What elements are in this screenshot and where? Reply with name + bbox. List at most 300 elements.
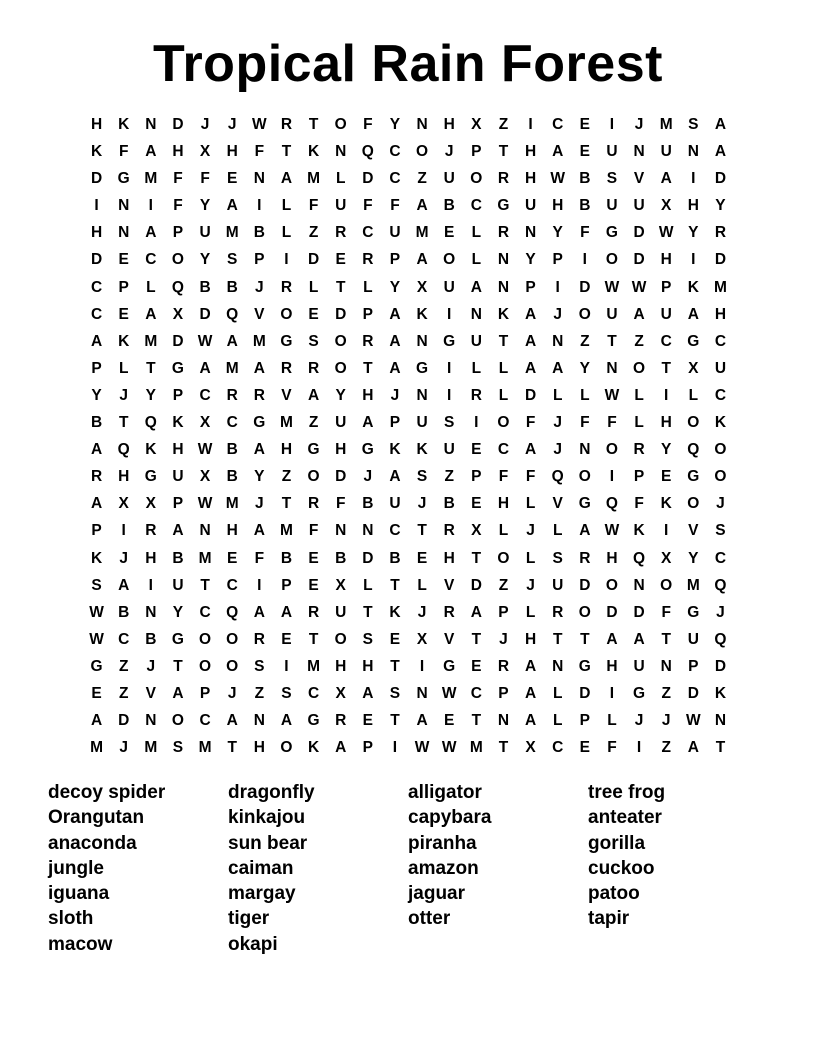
grid-cell[interactable]: T bbox=[227, 739, 237, 757]
grid-cell[interactable]: A bbox=[524, 684, 537, 702]
grid-cell[interactable]: E bbox=[118, 305, 129, 323]
grid-cell[interactable]: D bbox=[633, 224, 645, 242]
grid-cell[interactable]: N bbox=[362, 522, 374, 540]
grid-cell[interactable]: Y bbox=[661, 441, 672, 459]
grid-cell[interactable]: A bbox=[253, 522, 265, 540]
grid-cell[interactable]: P bbox=[688, 657, 699, 675]
grid-cell[interactable]: T bbox=[200, 576, 210, 594]
grid-cell[interactable]: F bbox=[580, 414, 590, 432]
grid-cell[interactable]: U bbox=[172, 576, 184, 594]
grid-cell[interactable]: E bbox=[335, 251, 346, 269]
grid-cell[interactable]: J bbox=[200, 116, 210, 133]
grid-cell[interactable]: A bbox=[416, 712, 428, 730]
grid-cell[interactable]: A bbox=[280, 170, 293, 188]
grid-cell[interactable]: K bbox=[307, 739, 320, 757]
grid-cell[interactable]: O bbox=[605, 576, 618, 594]
grid-cell[interactable]: A bbox=[687, 305, 699, 323]
grid-cell[interactable]: A bbox=[524, 332, 537, 350]
grid-cell[interactable]: R bbox=[280, 116, 293, 133]
grid-cell[interactable]: S bbox=[91, 576, 102, 594]
grid-cell[interactable]: T bbox=[661, 630, 671, 648]
grid-cell[interactable]: P bbox=[172, 495, 184, 513]
grid-cell[interactable]: Y bbox=[172, 603, 184, 621]
grid-cell[interactable]: Y bbox=[389, 116, 401, 133]
grid-cell[interactable]: H bbox=[524, 170, 537, 188]
grid-cell[interactable]: F bbox=[173, 197, 183, 215]
grid-cell[interactable]: Q bbox=[633, 549, 646, 567]
grid-cell[interactable]: A bbox=[552, 143, 564, 161]
grid-cell[interactable]: D bbox=[118, 712, 130, 730]
grid-cell[interactable]: D bbox=[90, 251, 103, 269]
grid-cell[interactable]: I bbox=[582, 251, 587, 269]
grid-cell[interactable]: R bbox=[90, 468, 103, 486]
grid-cell[interactable]: C bbox=[145, 251, 157, 269]
grid-cell[interactable]: E bbox=[471, 657, 482, 675]
grid-cell[interactable]: U bbox=[524, 197, 537, 215]
grid-cell[interactable]: F bbox=[363, 116, 373, 133]
grid-cell[interactable]: C bbox=[90, 278, 103, 296]
grid-cell[interactable]: B bbox=[226, 441, 238, 459]
grid-cell[interactable]: A bbox=[416, 251, 428, 269]
grid-cell[interactable]: A bbox=[389, 332, 401, 350]
grid-cell[interactable]: A bbox=[389, 468, 401, 486]
grid-cell[interactable]: R bbox=[633, 441, 645, 459]
grid-cell[interactable]: G bbox=[90, 657, 103, 675]
grid-cell[interactable]: W bbox=[89, 630, 104, 648]
grid-cell[interactable]: P bbox=[633, 468, 645, 486]
grid-cell[interactable]: G bbox=[307, 712, 320, 730]
grid-cell[interactable]: G bbox=[361, 441, 374, 459]
grid-cell[interactable]: W bbox=[441, 684, 457, 702]
grid-cell[interactable]: V bbox=[281, 386, 292, 404]
grid-cell[interactable]: J bbox=[227, 116, 237, 133]
grid-cell[interactable]: B bbox=[280, 549, 293, 567]
grid-cell[interactable]: R bbox=[307, 603, 320, 621]
grid-cell[interactable]: M bbox=[198, 739, 212, 757]
grid-cell[interactable]: U bbox=[470, 332, 482, 350]
grid-cell[interactable]: M bbox=[90, 739, 104, 757]
grid-cell[interactable]: O bbox=[199, 630, 212, 648]
grid-cell[interactable]: R bbox=[307, 359, 320, 377]
grid-cell[interactable]: S bbox=[715, 522, 726, 540]
grid-cell[interactable]: X bbox=[661, 549, 672, 567]
grid-cell[interactable]: O bbox=[171, 251, 184, 269]
grid-cell[interactable]: Y bbox=[199, 251, 211, 269]
grid-cell[interactable]: E bbox=[444, 224, 455, 242]
grid-cell[interactable]: R bbox=[579, 549, 591, 567]
grid-cell[interactable]: A bbox=[362, 414, 374, 432]
grid-cell[interactable]: U bbox=[606, 305, 618, 323]
grid-cell[interactable]: F bbox=[254, 143, 265, 161]
grid-cell[interactable]: O bbox=[605, 441, 618, 459]
grid-cell[interactable]: D bbox=[172, 116, 184, 133]
grid-cell[interactable]: M bbox=[198, 549, 212, 567]
grid-cell[interactable]: L bbox=[634, 386, 644, 404]
grid-cell[interactable]: Z bbox=[498, 576, 509, 594]
grid-cell[interactable]: D bbox=[579, 576, 591, 594]
grid-cell[interactable]: A bbox=[714, 116, 727, 133]
grid-cell[interactable]: A bbox=[470, 603, 482, 621]
grid-cell[interactable]: N bbox=[470, 305, 482, 323]
grid-cell[interactable]: C bbox=[226, 414, 238, 432]
grid-cell[interactable]: L bbox=[118, 359, 129, 377]
grid-cell[interactable]: P bbox=[281, 576, 292, 594]
grid-cell[interactable]: G bbox=[687, 603, 700, 621]
grid-cell[interactable]: G bbox=[578, 495, 591, 513]
grid-cell[interactable]: K bbox=[389, 603, 401, 621]
grid-cell[interactable]: U bbox=[335, 603, 347, 621]
grid-cell[interactable]: C bbox=[714, 386, 727, 404]
grid-cell[interactable]: V bbox=[552, 495, 563, 513]
grid-cell[interactable]: R bbox=[226, 386, 238, 404]
grid-cell[interactable]: T bbox=[281, 495, 292, 513]
grid-cell[interactable]: G bbox=[605, 224, 618, 242]
grid-cell[interactable]: C bbox=[497, 441, 510, 459]
grid-cell[interactable]: G bbox=[633, 684, 646, 702]
grid-cell[interactable]: V bbox=[444, 630, 455, 648]
grid-cell[interactable]: A bbox=[145, 143, 157, 161]
grid-cell[interactable]: F bbox=[118, 143, 129, 161]
grid-cell[interactable]: W bbox=[414, 739, 430, 757]
grid-cell[interactable]: O bbox=[280, 305, 293, 323]
grid-cell[interactable]: P bbox=[362, 305, 373, 323]
grid-cell[interactable]: W bbox=[604, 278, 620, 296]
grid-cell[interactable]: O bbox=[334, 332, 347, 350]
grid-cell[interactable]: F bbox=[200, 170, 210, 188]
grid-cell[interactable]: A bbox=[90, 495, 103, 513]
grid-cell[interactable]: O bbox=[226, 657, 239, 675]
grid-cell[interactable]: H bbox=[362, 386, 374, 404]
grid-cell[interactable]: I bbox=[555, 278, 560, 296]
grid-cell[interactable]: R bbox=[145, 522, 157, 540]
grid-cell[interactable]: A bbox=[470, 278, 482, 296]
grid-cell[interactable]: J bbox=[553, 414, 562, 432]
grid-cell[interactable]: T bbox=[281, 143, 292, 161]
grid-cell[interactable]: P bbox=[471, 143, 482, 161]
grid-cell[interactable]: C bbox=[470, 684, 482, 702]
grid-cell[interactable]: K bbox=[389, 441, 401, 459]
grid-cell[interactable]: O bbox=[226, 630, 239, 648]
grid-cell[interactable]: T bbox=[390, 576, 400, 594]
grid-cell[interactable]: T bbox=[471, 712, 482, 730]
grid-cell[interactable]: I bbox=[664, 522, 669, 540]
grid-cell[interactable]: Y bbox=[552, 224, 563, 242]
grid-cell[interactable]: L bbox=[308, 278, 319, 296]
grid-cell[interactable]: Y bbox=[688, 224, 699, 242]
grid-cell[interactable]: Y bbox=[715, 197, 726, 215]
grid-cell[interactable]: H bbox=[606, 549, 618, 567]
grid-cell[interactable]: O bbox=[578, 603, 591, 621]
grid-cell[interactable]: J bbox=[146, 657, 156, 675]
grid-cell[interactable]: X bbox=[661, 197, 672, 215]
grid-cell[interactable]: F bbox=[661, 603, 671, 621]
grid-cell[interactable]: B bbox=[90, 414, 103, 432]
grid-cell[interactable]: W bbox=[550, 170, 565, 188]
grid-cell[interactable]: N bbox=[524, 224, 537, 242]
grid-cell[interactable]: H bbox=[687, 197, 699, 215]
grid-cell[interactable]: I bbox=[609, 116, 615, 133]
grid-cell[interactable]: E bbox=[471, 495, 482, 513]
grid-cell[interactable]: S bbox=[389, 684, 401, 702]
grid-cell[interactable]: I bbox=[447, 305, 452, 323]
grid-cell[interactable]: G bbox=[117, 170, 130, 188]
grid-cell[interactable]: K bbox=[497, 305, 510, 323]
grid-cell[interactable]: H bbox=[335, 657, 347, 675]
grid-cell[interactable]: L bbox=[471, 359, 482, 377]
grid-cell[interactable]: I bbox=[392, 739, 398, 757]
grid-cell[interactable]: T bbox=[308, 116, 319, 133]
grid-cell[interactable]: B bbox=[362, 495, 374, 513]
grid-cell[interactable]: N bbox=[660, 657, 672, 675]
grid-cell[interactable]: R bbox=[714, 224, 727, 242]
grid-cell[interactable]: G bbox=[443, 657, 456, 675]
grid-cell[interactable]: U bbox=[443, 441, 455, 459]
grid-cell[interactable]: I bbox=[284, 251, 289, 269]
grid-cell[interactable]: R bbox=[497, 224, 510, 242]
grid-cell[interactable]: I bbox=[691, 170, 696, 188]
grid-cell[interactable]: N bbox=[118, 197, 130, 215]
grid-cell[interactable]: C bbox=[199, 386, 211, 404]
grid-cell[interactable]: A bbox=[226, 197, 238, 215]
grid-cell[interactable]: O bbox=[497, 549, 510, 567]
grid-cell[interactable]: H bbox=[253, 739, 265, 757]
grid-cell[interactable]: F bbox=[634, 495, 644, 513]
grid-cell[interactable]: Y bbox=[389, 278, 401, 296]
grid-cell[interactable]: L bbox=[471, 224, 482, 242]
grid-cell[interactable]: X bbox=[172, 305, 184, 323]
grid-cell[interactable]: A bbox=[118, 576, 130, 594]
grid-cell[interactable]: A bbox=[579, 522, 591, 540]
grid-cell[interactable]: T bbox=[308, 630, 319, 648]
grid-cell[interactable]: Q bbox=[687, 441, 700, 459]
grid-cell[interactable]: H bbox=[172, 441, 184, 459]
grid-cell[interactable]: S bbox=[254, 657, 265, 675]
grid-cell[interactable]: I bbox=[148, 576, 153, 594]
grid-cell[interactable]: L bbox=[525, 549, 536, 567]
grid-cell[interactable]: C bbox=[389, 522, 401, 540]
grid-cell[interactable]: A bbox=[253, 359, 265, 377]
grid-cell[interactable]: K bbox=[660, 495, 672, 513]
grid-cell[interactable]: X bbox=[416, 278, 428, 296]
grid-cell[interactable]: R bbox=[497, 657, 510, 675]
grid-cell[interactable]: W bbox=[658, 224, 674, 242]
grid-cell[interactable]: T bbox=[607, 332, 617, 350]
grid-cell[interactable]: O bbox=[307, 468, 320, 486]
grid-cell[interactable]: R bbox=[362, 332, 374, 350]
grid-cell[interactable]: L bbox=[281, 224, 292, 242]
grid-cell[interactable]: F bbox=[525, 468, 536, 486]
grid-cell[interactable]: N bbox=[145, 712, 157, 730]
grid-cell[interactable]: B bbox=[253, 224, 265, 242]
grid-cell[interactable]: A bbox=[687, 739, 699, 757]
grid-cell[interactable]: M bbox=[659, 116, 673, 133]
grid-cell[interactable]: H bbox=[280, 441, 293, 459]
grid-cell[interactable]: C bbox=[199, 712, 211, 730]
grid-cell[interactable]: A bbox=[172, 522, 184, 540]
grid-cell[interactable]: Q bbox=[117, 441, 130, 459]
grid-cell[interactable]: H bbox=[497, 495, 510, 513]
grid-cell[interactable]: A bbox=[633, 630, 645, 648]
grid-cell[interactable]: A bbox=[714, 143, 727, 161]
grid-cell[interactable]: T bbox=[552, 630, 563, 648]
grid-cell[interactable]: D bbox=[606, 603, 618, 621]
grid-cell[interactable]: J bbox=[499, 630, 508, 648]
grid-cell[interactable]: C bbox=[714, 332, 727, 350]
grid-cell[interactable]: Z bbox=[308, 414, 319, 432]
grid-cell[interactable]: A bbox=[253, 441, 265, 459]
grid-cell[interactable]: L bbox=[525, 495, 536, 513]
grid-cell[interactable]: E bbox=[362, 712, 373, 730]
grid-cell[interactable]: Y bbox=[335, 386, 346, 404]
grid-cell[interactable]: X bbox=[335, 684, 346, 702]
grid-cell[interactable]: Y bbox=[199, 197, 211, 215]
grid-cell[interactable]: A bbox=[226, 712, 238, 730]
grid-cell[interactable]: O bbox=[714, 468, 727, 486]
grid-cell[interactable]: W bbox=[197, 332, 213, 350]
grid-cell[interactable]: B bbox=[118, 603, 130, 621]
grid-cell[interactable]: J bbox=[417, 495, 427, 513]
grid-cell[interactable]: G bbox=[687, 332, 700, 350]
grid-cell[interactable]: U bbox=[199, 224, 211, 242]
grid-cell[interactable]: J bbox=[119, 739, 128, 757]
grid-cell[interactable]: M bbox=[225, 495, 239, 513]
grid-cell[interactable]: D bbox=[362, 549, 374, 567]
grid-cell[interactable]: U bbox=[389, 495, 401, 513]
grid-cell[interactable]: F bbox=[308, 522, 319, 540]
grid-cell[interactable]: C bbox=[660, 332, 672, 350]
grid-cell[interactable]: Z bbox=[417, 170, 427, 188]
grid-cell[interactable]: H bbox=[443, 116, 455, 133]
grid-cell[interactable]: G bbox=[171, 359, 184, 377]
grid-cell[interactable]: J bbox=[716, 603, 725, 621]
grid-cell[interactable]: J bbox=[661, 712, 671, 730]
grid-cell[interactable]: P bbox=[552, 251, 563, 269]
grid-cell[interactable]: C bbox=[90, 305, 103, 323]
grid-cell[interactable]: Q bbox=[361, 143, 374, 161]
grid-cell[interactable]: Y bbox=[91, 386, 102, 404]
grid-cell[interactable]: S bbox=[227, 251, 238, 269]
grid-cell[interactable]: T bbox=[335, 278, 346, 296]
grid-cell[interactable]: T bbox=[417, 522, 427, 540]
grid-cell[interactable]: C bbox=[226, 576, 238, 594]
grid-cell[interactable]: F bbox=[335, 495, 346, 513]
grid-cell[interactable]: M bbox=[686, 576, 700, 594]
grid-cell[interactable]: I bbox=[121, 522, 126, 540]
grid-cell[interactable]: O bbox=[334, 630, 347, 648]
grid-cell[interactable]: O bbox=[687, 495, 700, 513]
grid-cell[interactable]: A bbox=[280, 603, 293, 621]
grid-cell[interactable]: S bbox=[444, 414, 455, 432]
grid-cell[interactable]: L bbox=[552, 712, 563, 730]
grid-cell[interactable]: X bbox=[471, 116, 482, 133]
grid-cell[interactable]: D bbox=[470, 576, 482, 594]
grid-cell[interactable]: M bbox=[225, 359, 239, 377]
grid-cell[interactable]: V bbox=[688, 522, 699, 540]
grid-cell[interactable]: J bbox=[634, 712, 644, 730]
grid-cell[interactable]: Q bbox=[714, 630, 727, 648]
grid-cell[interactable]: B bbox=[199, 278, 211, 296]
grid-cell[interactable]: C bbox=[470, 197, 482, 215]
grid-cell[interactable]: S bbox=[172, 739, 184, 757]
grid-cell[interactable]: F bbox=[580, 224, 590, 242]
grid-cell[interactable]: L bbox=[552, 386, 563, 404]
grid-cell[interactable]: V bbox=[444, 576, 455, 594]
grid-cell[interactable]: O bbox=[280, 739, 293, 757]
grid-cell[interactable]: H bbox=[335, 441, 347, 459]
grid-cell[interactable]: A bbox=[389, 359, 401, 377]
grid-cell[interactable]: M bbox=[252, 332, 266, 350]
grid-cell[interactable]: F bbox=[363, 197, 373, 215]
grid-cell[interactable]: M bbox=[713, 278, 727, 296]
grid-cell[interactable]: T bbox=[363, 359, 373, 377]
grid-cell[interactable]: N bbox=[416, 332, 428, 350]
grid-cell[interactable]: T bbox=[390, 712, 400, 730]
grid-cell[interactable]: L bbox=[363, 576, 373, 594]
grid-cell[interactable]: J bbox=[417, 603, 427, 621]
grid-cell[interactable]: W bbox=[604, 522, 620, 540]
grid-cell[interactable]: N bbox=[633, 143, 645, 161]
grid-cell[interactable]: A bbox=[524, 359, 537, 377]
grid-cell[interactable]: P bbox=[471, 468, 482, 486]
grid-cell[interactable]: T bbox=[471, 549, 482, 567]
grid-cell[interactable]: M bbox=[469, 739, 483, 757]
grid-cell[interactable]: R bbox=[443, 522, 455, 540]
grid-cell[interactable]: A bbox=[524, 657, 537, 675]
grid-cell[interactable]: B bbox=[172, 549, 184, 567]
grid-cell[interactable]: P bbox=[389, 414, 401, 432]
grid-cell[interactable]: W bbox=[197, 495, 213, 513]
grid-cell[interactable]: D bbox=[633, 603, 645, 621]
grid-cell[interactable]: K bbox=[714, 414, 727, 432]
grid-cell[interactable]: D bbox=[579, 684, 591, 702]
grid-cell[interactable]: C bbox=[552, 739, 564, 757]
grid-cell[interactable]: X bbox=[416, 630, 428, 648]
grid-cell[interactable]: S bbox=[688, 116, 699, 133]
grid-cell[interactable]: L bbox=[552, 522, 563, 540]
grid-cell[interactable]: I bbox=[691, 251, 696, 269]
grid-cell[interactable]: H bbox=[552, 197, 564, 215]
grid-cell[interactable]: D bbox=[307, 251, 320, 269]
grid-cell[interactable]: K bbox=[118, 332, 130, 350]
grid-cell[interactable]: Y bbox=[254, 468, 265, 486]
grid-cell[interactable]: A bbox=[280, 712, 293, 730]
grid-cell[interactable]: P bbox=[498, 603, 509, 621]
grid-cell[interactable]: O bbox=[334, 359, 347, 377]
grid-cell[interactable]: M bbox=[144, 170, 158, 188]
grid-cell[interactable]: N bbox=[118, 224, 130, 242]
grid-cell[interactable]: L bbox=[607, 712, 617, 730]
grid-cell[interactable]: U bbox=[633, 197, 645, 215]
grid-cell[interactable]: P bbox=[389, 251, 401, 269]
grid-cell[interactable]: M bbox=[144, 332, 158, 350]
grid-cell[interactable]: K bbox=[90, 143, 103, 161]
grid-cell[interactable]: D bbox=[524, 386, 537, 404]
grid-cell[interactable]: K bbox=[145, 441, 157, 459]
grid-cell[interactable]: H bbox=[660, 251, 672, 269]
grid-cell[interactable]: Q bbox=[144, 414, 157, 432]
grid-cell[interactable]: E bbox=[308, 549, 319, 567]
grid-cell[interactable]: E bbox=[118, 251, 129, 269]
grid-cell[interactable]: E bbox=[227, 549, 238, 567]
grid-cell[interactable]: G bbox=[497, 197, 510, 215]
grid-cell[interactable]: K bbox=[90, 549, 103, 567]
grid-cell[interactable]: W bbox=[604, 386, 620, 404]
grid-cell[interactable]: W bbox=[251, 116, 267, 133]
grid-cell[interactable]: J bbox=[444, 143, 454, 161]
grid-cell[interactable]: F bbox=[607, 414, 617, 432]
grid-cell[interactable]: F bbox=[607, 739, 617, 757]
grid-cell[interactable]: E bbox=[579, 116, 590, 133]
